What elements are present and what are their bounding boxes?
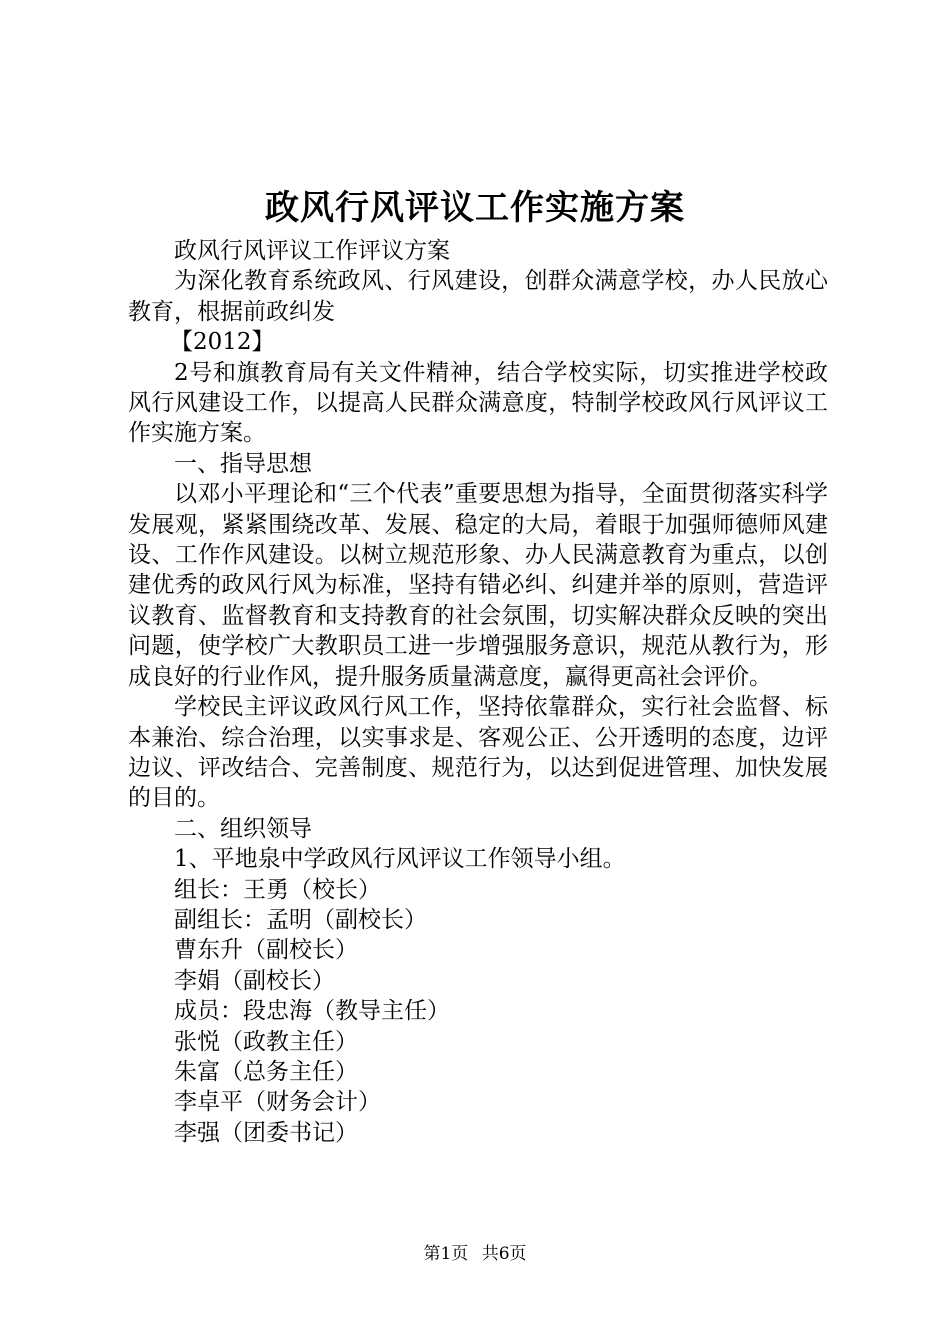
document-body [128,236,828,1148]
paragraph-leading-group: 1、平地泉中学政风行风评议工作领导小组。 [174,846,626,873]
page-number: 第1页 [423,1244,469,1264]
paragraph-subtitle: 政风行风评议工作评议方案 [174,238,450,264]
paragraph-purpose: 2号和旗教育局有关文件精神，结合学校实际，切实推进学校政风行风建设工作，以提高人民群众满意度，特制学校政风行风评议工作实施方案。 [128,359,828,447]
member-line: 副组长：孟明（副校长） [174,906,427,933]
member-line: 成员：段忠海（教导主任） [174,998,450,1025]
paragraph-doc-number: 【2012】 [170,329,275,356]
member-line: 李强（团委书记） [174,1119,358,1146]
paragraph-guiding-ideology: 以邓小平理论和“三个代表”重要思想为指导，全面贯彻落实科学发展观，紧紧围绕改革、发展、稳定的大局，着眼于加强师德师风建设、工作作风建设。以树立规范形象、办人民满意教育为重点，以创建优秀的政风行风为标准，坚持有错必纠、纠建并举的原则，营造评议教育、监督教育和支持教育的社会氛围，切实解决群众反映的突出问题，使学校广大教职员工进一步增强服务意识，规范从教行为，形成良好的行业作风，提升服务质量满意度，赢得更高社会评价。 [128,481,828,690]
section-heading-guiding-ideology: 一、指导思想 [174,450,312,477]
page-footer [0,1242,950,1266]
member-line: 张悦（政教主任） [174,1028,358,1055]
paragraph-intro: 为深化教育系统政风、行风建设，创群众满意学校，办人民放心教育，根据前政纠发 [128,268,828,325]
member-line: 李卓平（财务会计） [174,1089,381,1116]
page-total: 共6页 [481,1244,527,1264]
paragraph-evaluation-principles: 学校民主评议政风行风工作，坚持依靠群众，实行社会监督、标本兼治、综合治理，以实事求是、客观公正、公开透明的态度，边评边议、评改结合、完善制度、规范行为，以达到促进管理、加快发展的目的。 [128,694,828,812]
section-heading-organization: 二、组织领导 [174,815,312,842]
document-title: 政风行风评议工作实施方案 [265,188,685,228]
member-line: 李娟（副校长） [174,967,335,994]
member-line: 朱富（总务主任） [174,1058,358,1085]
member-line: 组长：王勇（校长） [174,876,381,903]
member-line: 曹东升（副校长） [174,937,358,964]
